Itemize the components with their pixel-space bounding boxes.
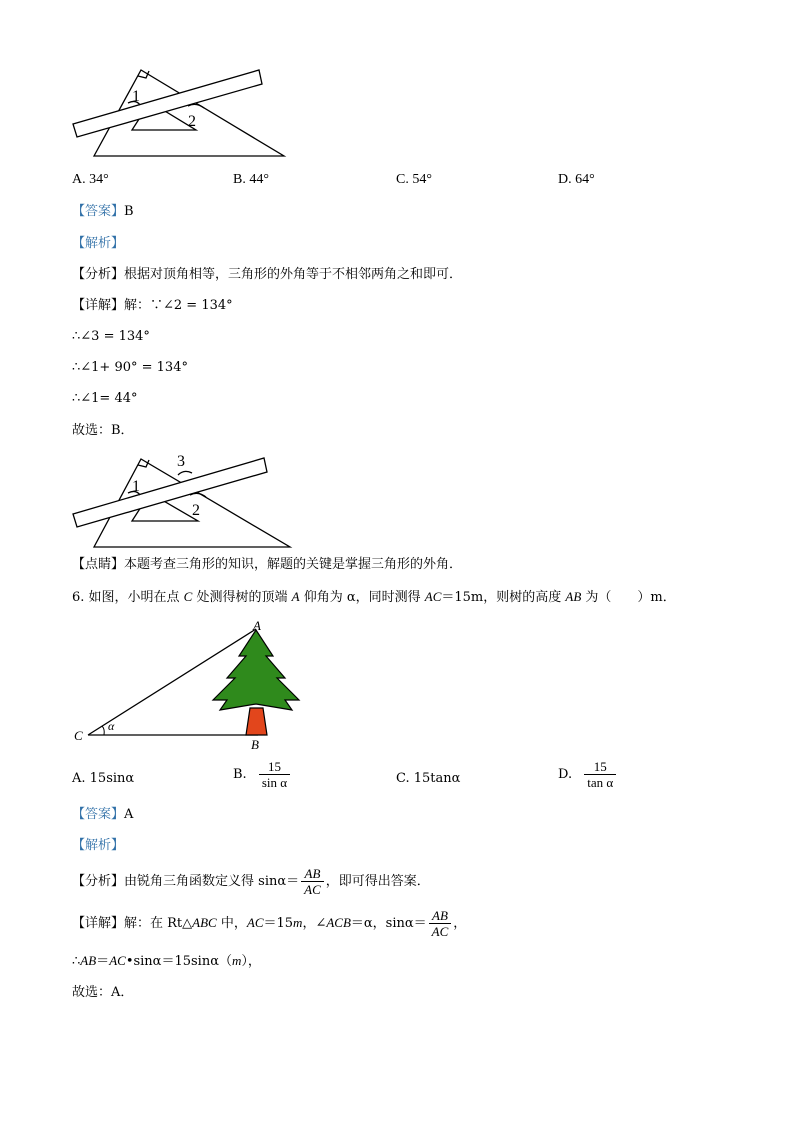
answer-value: A [124,807,134,822]
q6-text-e: 为（ ）m． [581,590,676,605]
fenxi-tag: 【分析】 [72,874,125,889]
fraction-denominator: tan α [587,775,614,790]
q6-segment-ac: AC [424,589,442,604]
q6-point-c: C [183,589,193,604]
angle-3-label: 3 [177,453,185,470]
xj2-segment-ab: AB [80,953,97,968]
label-b: B [251,737,259,752]
q6-answer-line [72,807,133,823]
dianjing-text: 本题考查三角形的知识，解题的关键是掌握三角形的外角． [124,557,463,572]
fraction-numerator: AB [429,908,452,924]
xiangjie-tag: 【详解】 [72,916,125,931]
xj-segment-ac: AC [246,915,264,930]
xj-text-f: ， [453,916,467,931]
q6-text-b: 处测得树的顶端 [192,590,292,605]
q6-segment-ab: AB [565,589,582,604]
fenxi-text-b: ，即可得出答案． [325,874,430,889]
q6-choice-line: 故选：A． [72,985,134,1000]
figure-triangle-ruler-top [70,64,300,160]
q6-analysis-heading [72,838,124,854]
tree-foliage [213,630,299,710]
q6-xiangjie-line1 [72,908,466,939]
fenxi-text: 根据对顶角相等，三角形的外角等于不相邻两角之和即可． [124,267,463,282]
xj-text-e: ＝α，sinα＝ [350,916,427,931]
fraction-denominator: AC [304,882,321,897]
xj-fraction [429,908,452,939]
q6-option-b-fraction [259,759,290,790]
xiangjie-tag: 【详解】 [72,298,125,313]
figure-triangle-ruler-solution [70,451,300,551]
xj-angle-acb: ACB [326,915,351,930]
fraction-numerator: 15 [259,759,290,775]
q6-option-b-prefix: B. [233,767,247,782]
q6-text-a: 如图，小明在点 [84,590,184,605]
q6-option-d-prefix: D. [558,767,573,782]
answer-tag: 【答案】 [72,807,125,822]
alpha-arc [102,726,104,735]
fenxi-fraction [301,866,324,897]
xj-text-b: 中， [216,916,247,931]
q6-number: 6. [72,590,85,605]
q5-fenxi-line [72,267,462,283]
angle-1-label: 1 [132,478,140,495]
q5-answer-line [72,204,134,220]
q5-xiangjie-line4: ∴∠1= 44° [72,391,138,406]
tree-trunk [246,708,267,735]
xj2-text-c: •sinα＝15sinα（ [125,954,232,969]
xj-unit-m: m [293,915,303,930]
analysis-tag: 【解析】 [72,838,125,853]
answer-value: B [124,204,134,219]
angle-3-arc [178,471,192,475]
angle-1-label: 1 [132,88,140,105]
fraction-numerator: AB [301,866,324,882]
label-a: A [253,618,261,633]
q6-xiangjie-line2 [72,953,261,970]
fraction-numerator: 15 [584,759,616,775]
analysis-tag: 【解析】 [72,236,125,251]
q6-option-c: C. 15tanα [396,771,461,786]
fraction-denominator: sin α [261,775,288,790]
angle-2-label: 2 [192,502,200,519]
fenxi-text-a: 由锐角三角函数定义得 sinα＝ [124,874,300,889]
q6-text-c: 仰角为 α，同时测得 [299,590,425,605]
xj-text-d: ，∠ [302,916,327,931]
q5-xiangjie-line1 [72,298,233,314]
ruler [73,70,262,137]
q5-dianjing-line [72,557,462,573]
xj2-unit-m: m [231,953,242,968]
xj2-text-d: ）， [241,954,261,969]
q5-xiangjie-line3: ∴∠1+ 90° = 134° [72,360,188,375]
q6-option-d-fraction [584,759,616,790]
q5-option-c: C. 54° [396,172,432,187]
fenxi-tag: 【分析】 [72,267,125,282]
q5-choice-line: 故选：B． [72,423,134,438]
q5-option-a: A. 34° [72,172,109,187]
label-alpha: α [108,719,115,733]
q6-point-a: A [291,589,300,604]
figure-tree [70,616,310,756]
label-c: C [74,728,83,743]
xj2-therefore: ∴ [72,954,81,969]
q6-stem [72,589,676,606]
xiangjie-step1: 解：∵∠2 = 134° [124,298,233,313]
xj2-equals: ＝ [96,954,110,969]
q5-xiangjie-line2: ∴∠3 = 134° [72,329,150,344]
q6-option-d [558,759,618,790]
fraction-denominator: AC [431,924,449,939]
angle-2-arc [188,104,204,108]
xj-text-a: 解：在 Rt△ [124,916,193,931]
answer-tag: 【答案】 [72,204,125,219]
xj-text-c: ＝15 [263,916,294,931]
q6-option-b [233,759,292,790]
q5-option-d: D. 64° [558,172,595,187]
q5-analysis-heading [72,236,124,252]
q6-text-d: ＝15m，则树的高度 [441,590,566,605]
xj-triangle-abc: ABC [192,915,217,930]
q6-option-a: A. 15sinα [72,771,135,786]
q5-option-b: B. 44° [233,172,269,187]
dianjing-tag: 【点睛】 [72,557,125,572]
xj2-segment-ac: AC [109,953,126,968]
angle-2-label: 2 [188,113,196,130]
q6-fenxi-line [72,866,430,897]
